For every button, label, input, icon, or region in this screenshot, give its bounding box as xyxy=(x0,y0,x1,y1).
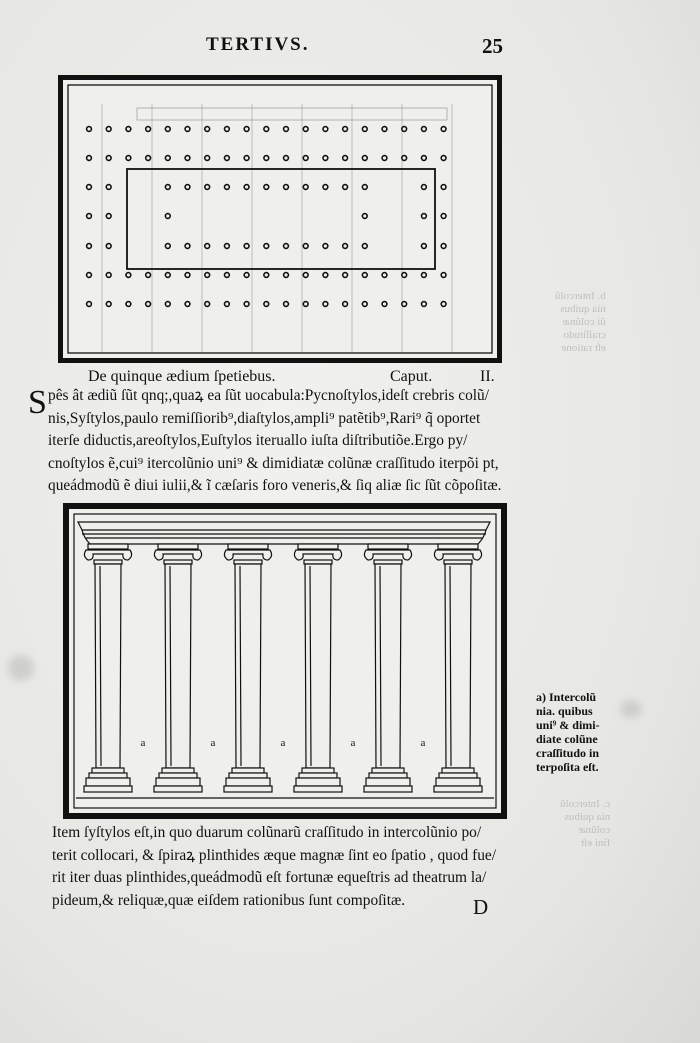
show-through-text: b. Intercolũ nia quibus ũi colũnæ craſſitudo eſt ratione xyxy=(555,290,606,354)
show-through-text: c. Intercolũ nia quibus colũnæ fini eſt xyxy=(560,798,611,849)
marginal-note xyxy=(536,690,600,774)
intercolumniation-label: a xyxy=(140,737,146,749)
running-head: TERTIVS. xyxy=(206,34,310,55)
note-line: terpoſita eſt. xyxy=(536,760,599,774)
note-line: nia. quibus xyxy=(536,704,593,718)
chapter-number: II. xyxy=(480,368,495,385)
intercolumniation-label: a xyxy=(420,737,426,749)
text-line: iterſe diductis,areoſtylos,Euſtylos iteruallo iuſta diſtributiõe.Ergo py/ xyxy=(48,432,468,449)
intercolumniation-label: a xyxy=(350,737,356,749)
text-line: rit iter duas plinthides,queádmodũ eſt fortunæ equeſtris ad theatrum la/ xyxy=(52,869,487,886)
text-line: pês ât ædiũ ſũt qnq;,quaꝝ ea ſũt uocabula:Pycnoſtylos,ideſt crebris colũ/ xyxy=(48,387,490,404)
stain xyxy=(8,655,34,681)
note-line: uni⁹ & dimi- xyxy=(536,718,600,732)
note-line: a) Intercolũ xyxy=(536,690,597,704)
page-number: 25 xyxy=(482,34,503,58)
stain xyxy=(620,700,642,718)
text-line: nis,Syſtylos,paulo remiſſiorib⁹,diaſtylos,ampli⁹ patẽtib⁹,Rari⁹ q̃ oportet xyxy=(48,409,481,427)
text-line: terit collocari, & ſpiraꝝ plinthides æque magnæ ſint eo ſpatio , quod fue/ xyxy=(52,846,497,864)
drop-capital: S xyxy=(28,384,47,421)
figure-caption: De quinque ædium ſpetiebus. xyxy=(88,368,276,385)
text-line: pideum,& reliquæ,quæ eiſdem rationibus ſunt compoſitæ. xyxy=(52,891,406,909)
paragraph-2 xyxy=(52,822,496,912)
text-line: cnoſtylos ẽ,cui⁹ itercolũnio uni⁹ & dimidiatæ colũnæ craſſitudo iterpõi pt, xyxy=(48,454,499,472)
intercolumniation-label: a xyxy=(210,737,216,749)
note-line: craſſitudo in xyxy=(536,746,600,760)
intercolumniation-label: a xyxy=(280,737,286,749)
paragraph-1 xyxy=(48,385,502,498)
colonnade-elevation xyxy=(62,502,508,820)
note-line: diate colũne xyxy=(536,732,598,746)
text-line: Item ſyſtylos eſt,in quo duarum colũnarũ craſſitudo in intercolũnio po/ xyxy=(52,824,482,841)
temple-ground-plan xyxy=(57,74,503,364)
chapter-label: Caput. xyxy=(390,368,433,385)
text-line: queádmodũ ẽ diui iulii,& ĩ cæſaris foro veneris,& ſiq aliæ ſic ſũt cõpoſitæ. xyxy=(48,477,502,494)
signature-mark: D xyxy=(473,895,489,919)
